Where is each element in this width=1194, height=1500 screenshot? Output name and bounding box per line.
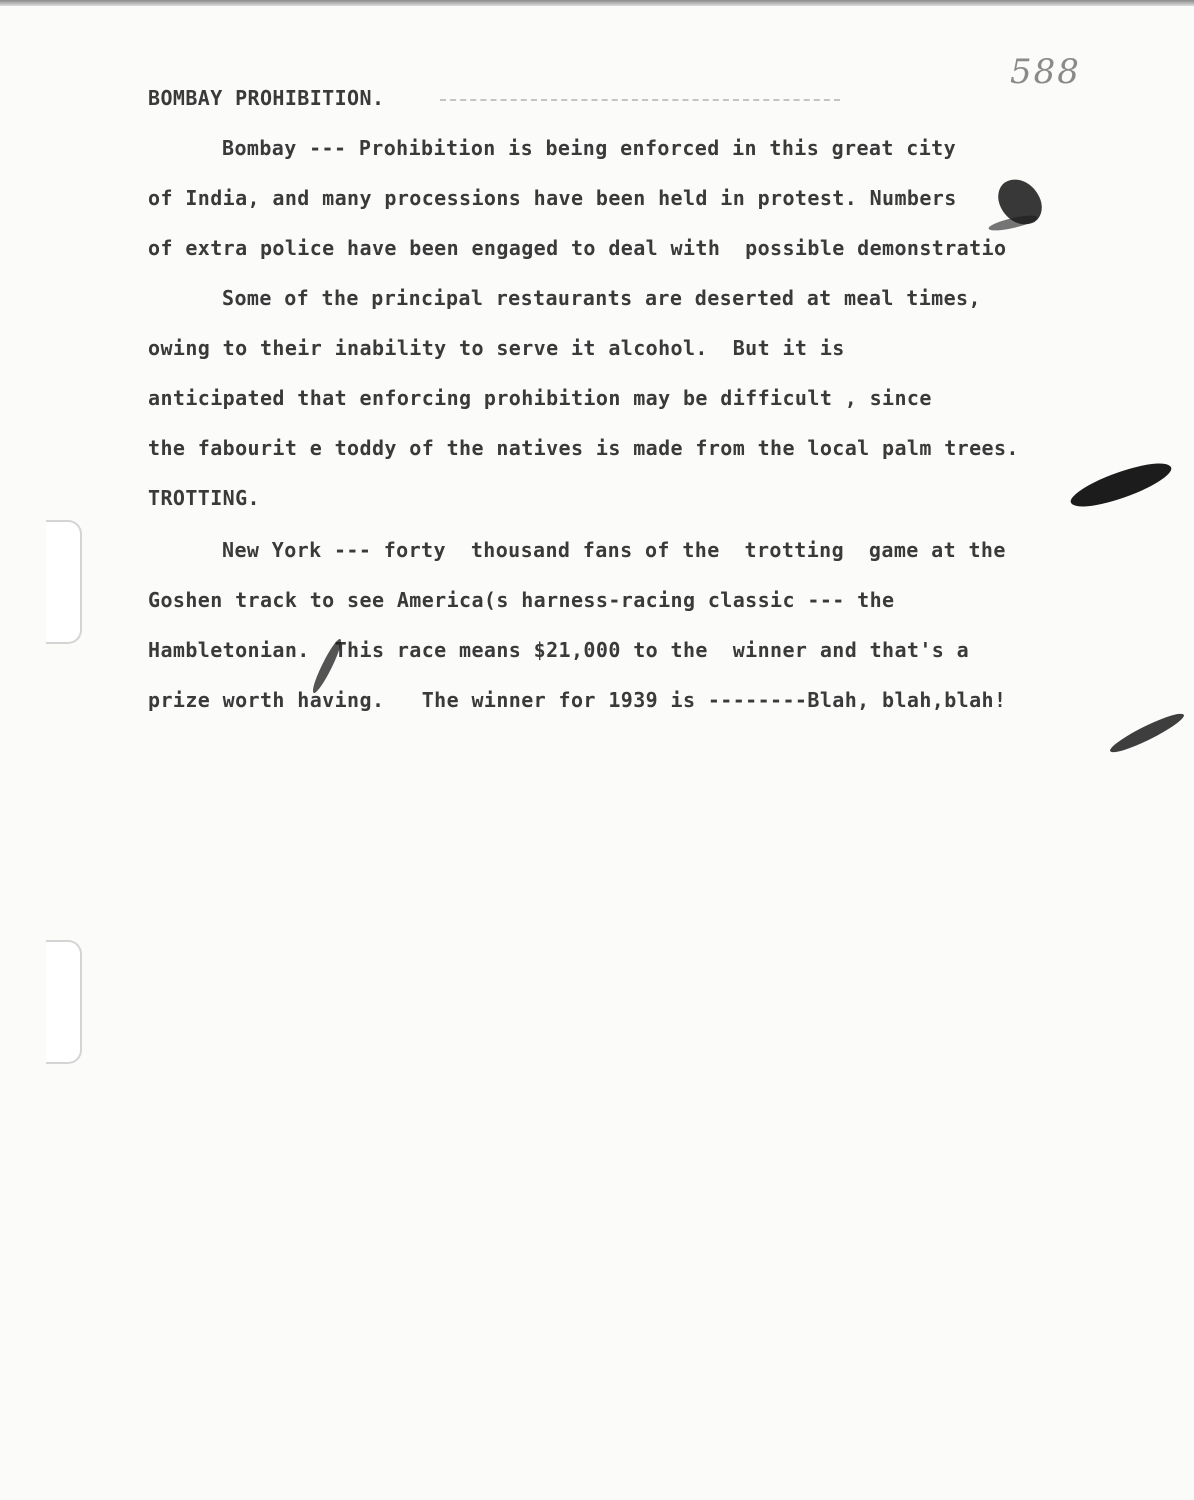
- typed-line: of extra police have been engaged to deal with possible demonstratio: [148, 236, 1007, 260]
- page-number-handwritten: 588: [1010, 52, 1081, 92]
- typed-line: Bombay --- Prohibition is being enforced in this great city: [222, 136, 957, 160]
- binder-hole-top: [46, 520, 82, 644]
- typed-line: anticipated that enforcing prohibition may be difficult , since: [148, 386, 932, 410]
- typed-line: Goshen track to see America(s harness-racing classic --- the: [148, 588, 895, 612]
- typed-line: Hambletonian. This race means $21,000 to the winner and that's a: [148, 638, 970, 662]
- binder-hole-bottom: [46, 940, 82, 1064]
- typed-line: prize worth having. The winner for 1939 is --------Blah, blah,blah!: [148, 688, 1007, 712]
- typed-line: the fabourit e toddy of the natives is made from the local palm trees.: [148, 436, 1019, 460]
- typed-line: BOMBAY PROHIBITION.: [148, 86, 385, 110]
- typed-line: New York --- forty thousand fans of the trotting game at the: [222, 538, 1006, 562]
- typed-line: Some of the principal restaurants are deserted at meal times,: [222, 286, 981, 310]
- typed-line: owing to their inability to serve it alcohol. But it is: [148, 336, 845, 360]
- typed-line: TROTTING.: [148, 486, 260, 510]
- typed-line: of India, and many processions have been held in protest. Numbers: [148, 186, 957, 210]
